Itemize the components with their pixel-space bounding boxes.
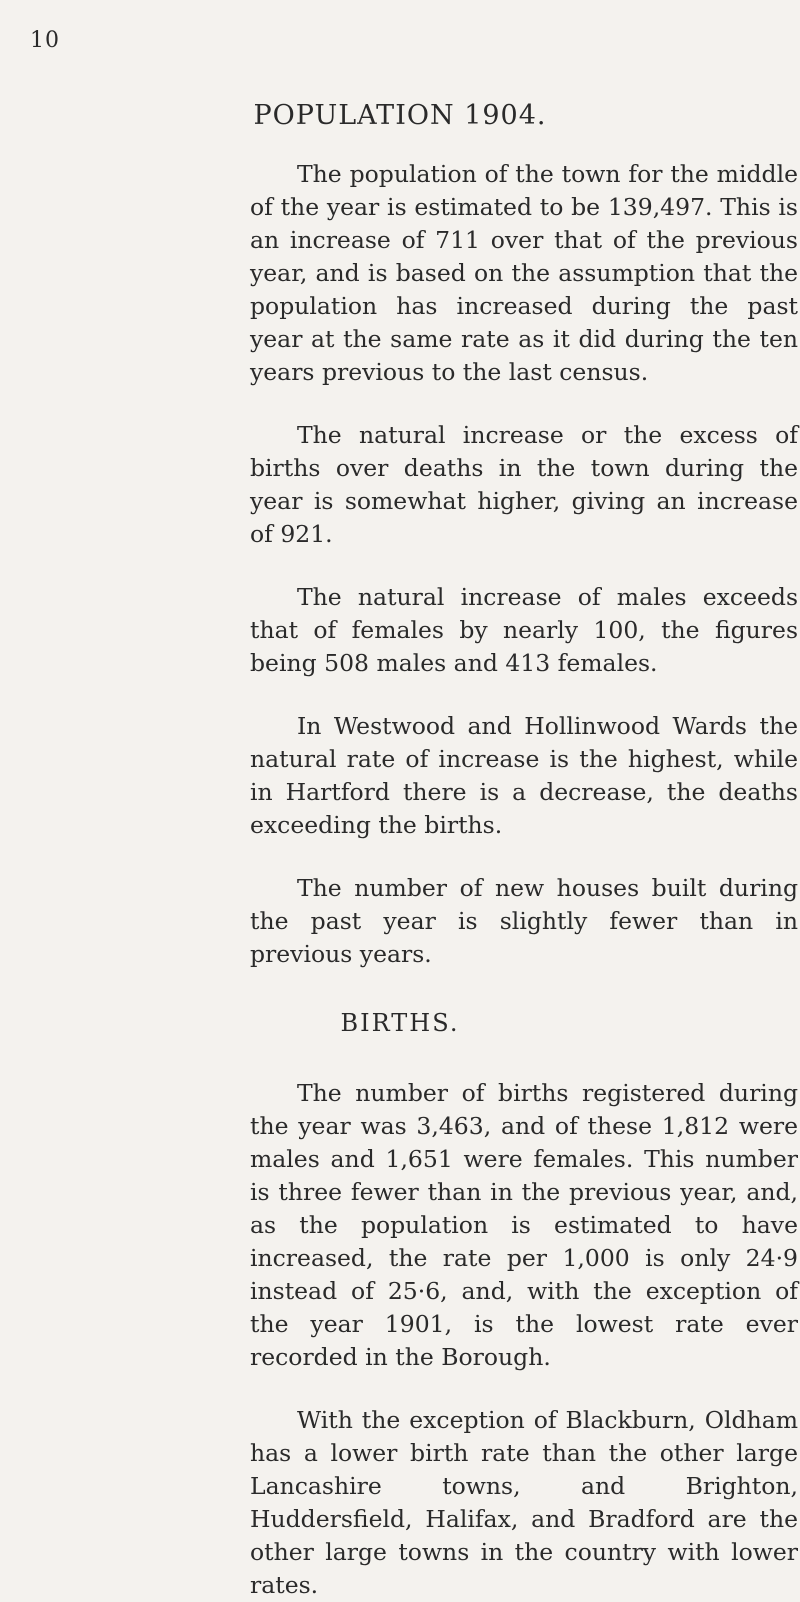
population-paragraph-wards: In Westwood and Hollinwood Wards the natural rate of increase is the highest, while in Hartford there is a decrease, the deaths exceeding the births. [250, 712, 798, 839]
population-paragraph-males-females: The natural increase of males exceeds that of females by nearly 100, the figures being 508 males and 413 females. [250, 583, 798, 677]
population-paragraph-estimate: The population of the town for the middle of the year is estimated to be 139,497. This is an increase of 711 over that of the previous year, and is based on the assumption that the population has increased during the past year at the same rate as it did during the ten years previous to the last census. [250, 160, 798, 386]
births-paragraph-comparison: With the exception of Blackburn, Oldham has a lower birth rate than the other large Lancashire towns, and Brighton, Huddersfield, Halifax, and Bradford are the other large towns in the country with lower rates. [250, 1406, 798, 1599]
population-heading: POPULATION 1904. [253, 100, 547, 131]
population-paragraph-houses: The number of new houses built during the past year is slightly fewer than in previous years. [250, 874, 798, 968]
births-paragraph-registered: The number of births registered during the year was 3,463, and of these 1,812 were males and 1,651 were females. This number is three fewer than in the previous year, and, as the population is estimated to have increased, the rate per 1,000 is only 24·9 instead of 25·6, and, with the exception of the year 1901, is the lowest rate ever recorded in the Borough. [250, 1079, 798, 1371]
population-paragraph-natural-increase: The natural increase or the excess of births over deaths in the town during the year is somewhat higher, giving an increase of 921. [250, 421, 798, 548]
page-number: 10 [30, 28, 60, 53]
births-heading: BIRTHS. [340, 1009, 460, 1037]
